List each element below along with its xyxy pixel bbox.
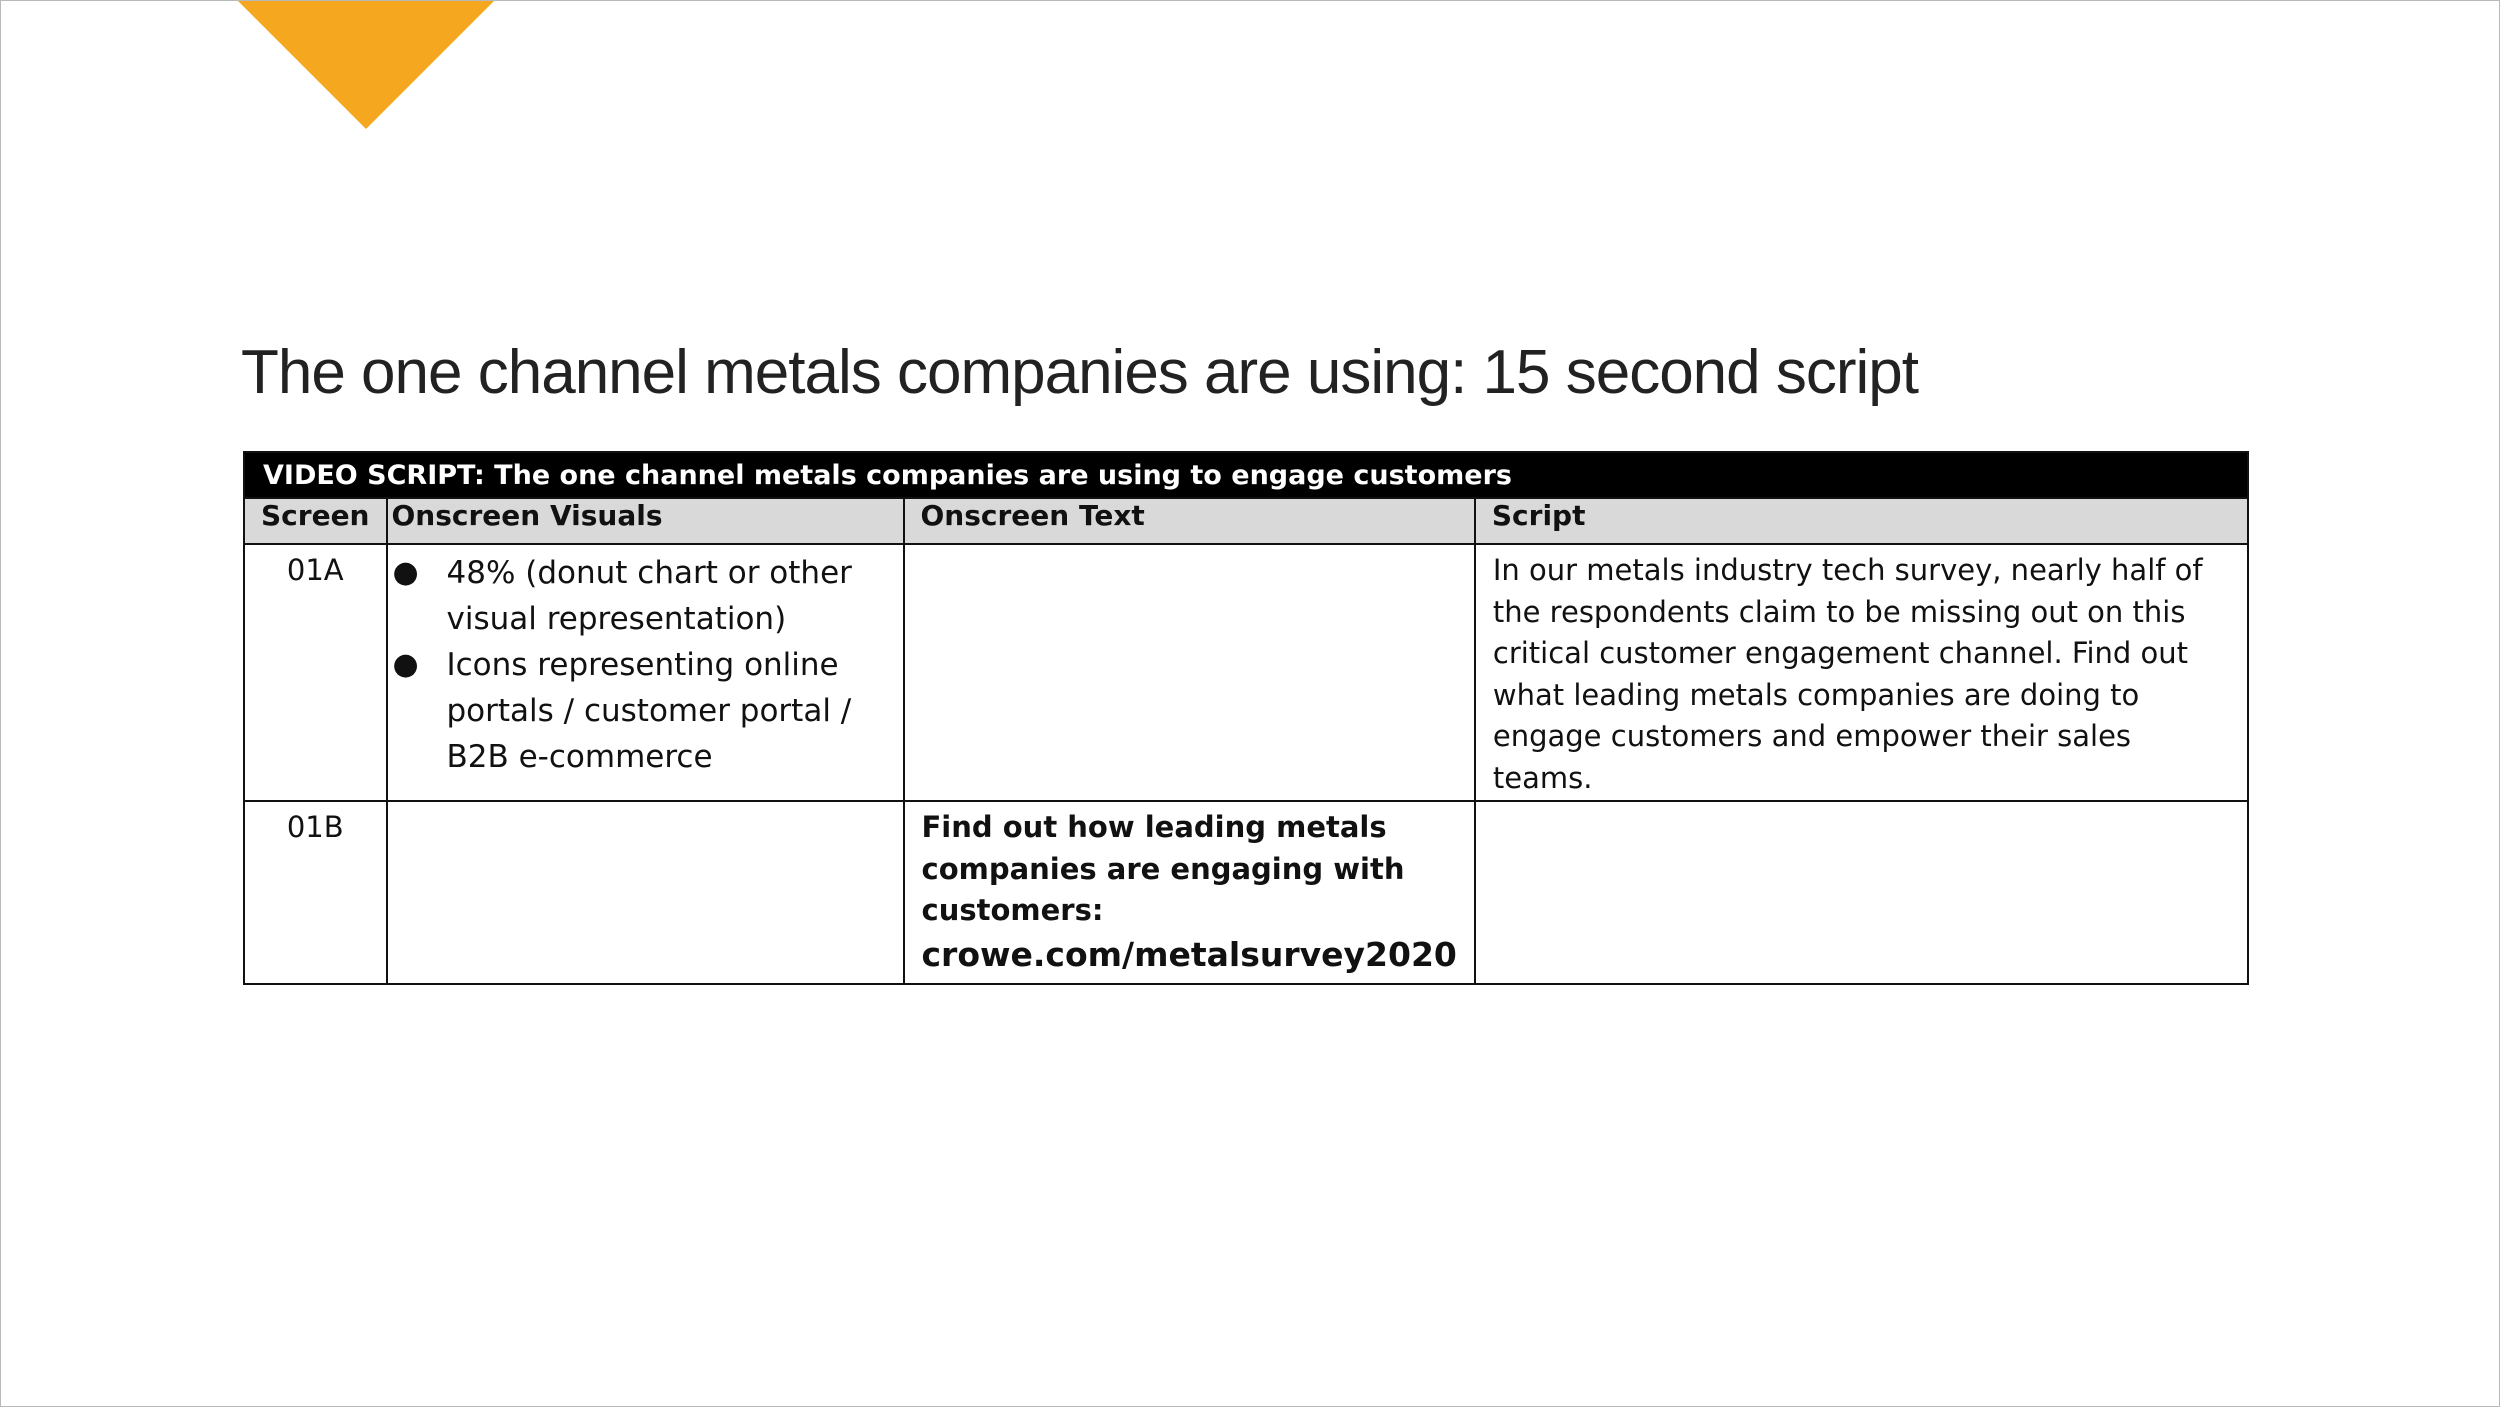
onscreen-text-cell xyxy=(904,801,1475,984)
table-row xyxy=(244,801,2248,984)
header-onscreen-visuals: Onscreen Visuals xyxy=(387,498,904,544)
visual-item-text: Icons representing online portals / customer portal / B2B e-commerce xyxy=(446,647,852,775)
visual-item-text: 48% (donut chart or other visual representation) xyxy=(446,555,852,637)
banner-row xyxy=(244,452,2248,498)
bullet-icon: ● xyxy=(392,555,419,590)
accent-triangle xyxy=(238,1,494,129)
onscreen-visuals-cell xyxy=(387,544,904,801)
script-cell xyxy=(1475,544,2248,801)
script-text: In our metals industry tech survey, nearly half of the respondents claim to be missing out on this critical customer engagement channel. Find out what leading metals companies are doing to engage customers and empower their sales teams. xyxy=(1492,553,2203,795)
table-banner: VIDEO SCRIPT: The one channel metals companies are using to engage customers xyxy=(244,452,2248,498)
slide-title: The one channel metals companies are using: 15 second script xyxy=(241,338,1918,407)
cta-text: Find out how leading metals companies are engaging with customers: xyxy=(921,810,1405,927)
list-item xyxy=(389,550,892,642)
table-row xyxy=(244,544,2248,801)
list-item xyxy=(389,642,892,780)
header-onscreen-text: Onscreen Text xyxy=(904,498,1475,544)
header-script: Script xyxy=(1475,498,2248,544)
onscreen-text-cell xyxy=(904,544,1475,801)
visuals-list xyxy=(389,546,902,780)
header-screen: Screen xyxy=(244,498,387,544)
call-to-action xyxy=(906,803,1473,978)
screen-id: 01A xyxy=(244,544,387,801)
onscreen-visuals-cell xyxy=(387,801,904,984)
screen-id: 01B xyxy=(244,801,387,984)
script-cell xyxy=(1475,801,2248,984)
survey-url: crowe.com/metalsurvey2020 xyxy=(921,934,1457,974)
bullet-icon: ● xyxy=(392,647,419,682)
video-script-table xyxy=(243,451,2249,985)
header-row xyxy=(244,498,2248,544)
